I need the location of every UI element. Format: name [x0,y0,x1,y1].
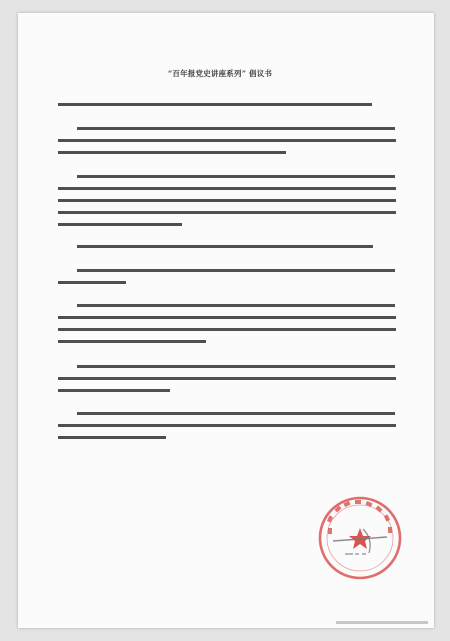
paragraph-3 [58,175,396,226]
paragraph-6 [58,304,396,343]
paragraph-7 [58,365,396,392]
paragraph-8 [58,412,396,439]
watermark-text-graphic [318,620,430,626]
paragraph-2 [58,127,396,154]
watermark [318,620,430,628]
paragraph-5 [58,269,395,284]
official-seal-stamp [315,493,405,583]
paragraph-1 [58,103,372,106]
paragraph-4 [77,245,373,248]
document-title: “百年报党史讲座系列” 倡议书 [167,69,273,78]
